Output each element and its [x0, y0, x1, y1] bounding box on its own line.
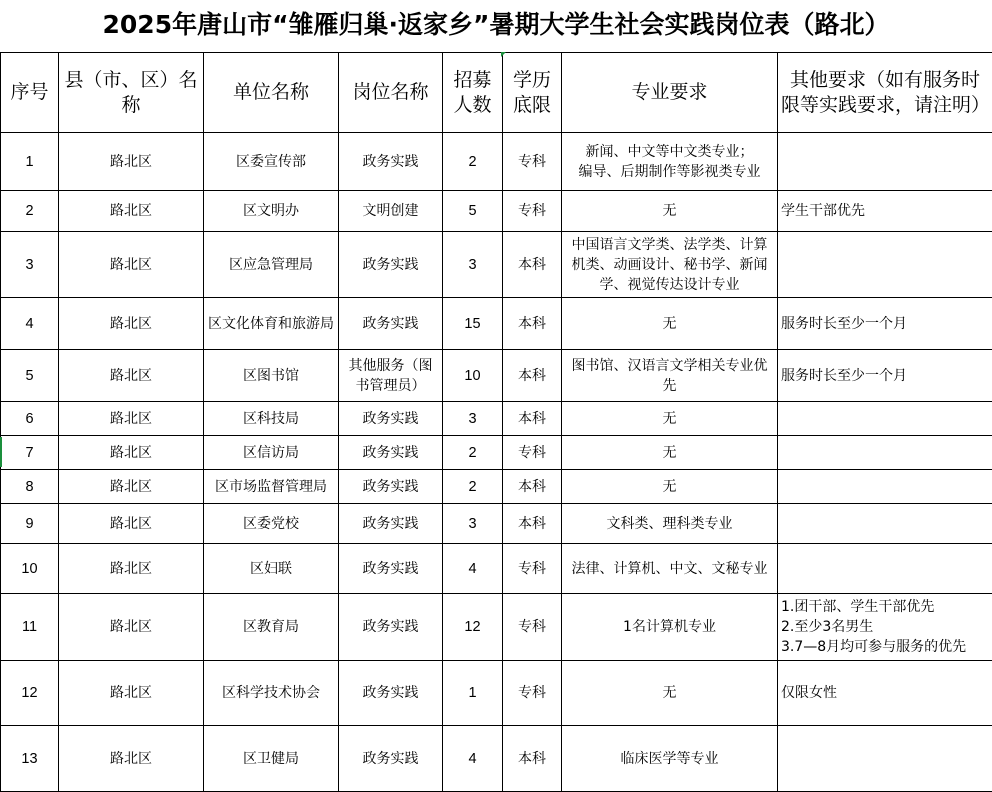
table-row	[1, 470, 992, 504]
cell-education[interactable]: 专科	[503, 594, 562, 661]
cell-major[interactable]	[562, 726, 778, 792]
cell-other[interactable]	[778, 133, 992, 191]
table-row	[1, 232, 992, 298]
cell-count[interactable]: 15	[443, 298, 503, 350]
cell-count[interactable]: 1	[443, 661, 503, 726]
cell-index[interactable]: 4	[1, 298, 59, 350]
cell-county[interactable]: 路北区	[59, 436, 204, 470]
cell-count[interactable]: 2	[443, 436, 503, 470]
cell-education[interactable]: 专科	[503, 133, 562, 191]
cell-major[interactable]	[562, 436, 778, 470]
positions-table	[0, 52, 992, 792]
sheet-title: 2025年唐山市“雏雁归巢·返家乡”暑期大学生社会实践岗位表（路北）	[0, 0, 992, 52]
other-line: 2.至少3名男生	[781, 617, 989, 637]
cell-other[interactable]	[778, 436, 992, 470]
row-selection-marker	[0, 437, 2, 467]
cell-index[interactable]: 11	[1, 594, 59, 661]
cell-county[interactable]: 路北区	[59, 726, 204, 792]
cell-count[interactable]: 3	[443, 232, 503, 298]
cell-position[interactable]: 政务实践	[339, 232, 443, 298]
table-row	[1, 298, 992, 350]
cell-major[interactable]	[562, 298, 778, 350]
cell-other[interactable]	[778, 298, 992, 350]
cell-education[interactable]: 专科	[503, 544, 562, 594]
cell-index[interactable]: 8	[1, 470, 59, 504]
cell-unit[interactable]: 区图书馆	[204, 350, 339, 402]
cell-position[interactable]: 政务实践	[339, 133, 443, 191]
cell-county[interactable]: 路北区	[59, 232, 204, 298]
major-line: 无	[566, 201, 773, 221]
cell-county[interactable]: 路北区	[59, 350, 204, 402]
cell-major[interactable]	[562, 232, 778, 298]
cell-position[interactable]: 政务实践	[339, 594, 443, 661]
cell-county[interactable]: 路北区	[59, 191, 204, 232]
cell-major[interactable]	[562, 594, 778, 661]
cell-other[interactable]	[778, 661, 992, 726]
cell-count[interactable]: 4	[443, 726, 503, 792]
cell-index[interactable]: 9	[1, 504, 59, 544]
cell-unit[interactable]: 区卫健局	[204, 726, 339, 792]
cell-other[interactable]	[778, 726, 992, 792]
cell-other[interactable]	[778, 350, 992, 402]
major-line: 无	[566, 477, 773, 497]
major-line: 文科类、理科类专业	[566, 514, 773, 534]
major-line: 法律、计算机、中文、文秘专业	[566, 559, 773, 579]
cell-unit[interactable]: 区妇联	[204, 544, 339, 594]
cell-major[interactable]	[562, 661, 778, 726]
cell-education[interactable]: 本科	[503, 402, 562, 436]
other-line: 学生干部优先	[781, 201, 989, 221]
cell-position[interactable]: 政务实践	[339, 402, 443, 436]
cell-county[interactable]: 路北区	[59, 544, 204, 594]
cell-count[interactable]: 12	[443, 594, 503, 661]
cell-position[interactable]: 政务实践	[339, 298, 443, 350]
other-line: 服务时长至少一个月	[781, 366, 989, 386]
major-line: 无	[566, 314, 773, 334]
cell-index[interactable]: 2	[1, 191, 59, 232]
cell-county[interactable]: 路北区	[59, 594, 204, 661]
cell-position[interactable]: 政务实践	[339, 544, 443, 594]
cell-index[interactable]: 7	[1, 436, 59, 470]
cell-county[interactable]: 路北区	[59, 298, 204, 350]
other-line: 1.团干部、学生干部优先	[781, 597, 989, 617]
major-line: 中国语言文学类、法学类、计算机类、动画设计、秘书学、新闻学、视觉传达设计专业	[566, 235, 773, 295]
table-row	[1, 436, 992, 470]
header-major[interactable]: 专业要求	[562, 53, 778, 133]
table-row	[1, 544, 992, 594]
major-line: 编导、后期制作等影视类专业	[566, 162, 773, 182]
header-count[interactable]: 招募人数	[443, 53, 503, 133]
cell-education[interactable]: 专科	[503, 191, 562, 232]
cell-index[interactable]: 6	[1, 402, 59, 436]
cell-count[interactable]: 4	[443, 544, 503, 594]
header-position[interactable]: 岗位名称	[339, 53, 443, 133]
cell-position[interactable]: 政务实践	[339, 726, 443, 792]
cell-education[interactable]: 本科	[503, 298, 562, 350]
cell-county[interactable]: 路北区	[59, 504, 204, 544]
cell-major[interactable]	[562, 402, 778, 436]
table-row	[1, 594, 992, 661]
cell-count[interactable]: 3	[443, 402, 503, 436]
cell-count[interactable]: 2	[443, 470, 503, 504]
cell-major[interactable]	[562, 350, 778, 402]
other-line: 3.7—8月均可参与服务的优先	[781, 637, 989, 657]
cell-education[interactable]: 专科	[503, 661, 562, 726]
table-row	[1, 402, 992, 436]
major-line: 临床医学等专业	[566, 749, 773, 769]
cell-other[interactable]	[778, 402, 992, 436]
major-line: 无	[566, 443, 773, 463]
cell-unit[interactable]: 区市场监督管理局	[204, 470, 339, 504]
cell-unit[interactable]: 区委党校	[204, 504, 339, 544]
header-education[interactable]: 学历底限	[503, 53, 562, 133]
cell-position[interactable]: 文明创建	[339, 191, 443, 232]
cell-unit[interactable]: 区委宣传部	[204, 133, 339, 191]
cell-major[interactable]	[562, 191, 778, 232]
other-line: 服务时长至少一个月	[781, 314, 989, 334]
header-unit[interactable]: 单位名称	[204, 53, 339, 133]
cell-count[interactable]: 10	[443, 350, 503, 402]
cell-index[interactable]: 13	[1, 726, 59, 792]
cell-count[interactable]: 5	[443, 191, 503, 232]
cell-major[interactable]	[562, 544, 778, 594]
cell-index[interactable]: 12	[1, 661, 59, 726]
cell-unit[interactable]: 区文明办	[204, 191, 339, 232]
table-row	[1, 133, 992, 191]
cell-index[interactable]: 5	[1, 350, 59, 402]
cell-count[interactable]: 2	[443, 133, 503, 191]
cell-county[interactable]: 路北区	[59, 133, 204, 191]
major-line: 新闻、中文等中文类专业；	[566, 142, 773, 162]
cell-other[interactable]	[778, 504, 992, 544]
cell-index[interactable]: 10	[1, 544, 59, 594]
cell-major[interactable]	[562, 504, 778, 544]
cell-unit[interactable]: 区文化体育和旅游局	[204, 298, 339, 350]
cell-position[interactable]: 政务实践	[339, 470, 443, 504]
cell-other[interactable]	[778, 470, 992, 504]
cell-unit[interactable]: 区科学技术协会	[204, 661, 339, 726]
cell-other[interactable]	[778, 544, 992, 594]
cell-position[interactable]: 政务实践	[339, 661, 443, 726]
cell-count[interactable]: 3	[443, 504, 503, 544]
cell-position[interactable]: 其他服务（图书管理员）	[339, 350, 443, 402]
header-county[interactable]: 县（市、区）名称	[59, 53, 204, 133]
cell-unit[interactable]: 区科技局	[204, 402, 339, 436]
major-line: 图书馆、汉语言文学相关专业优先	[566, 356, 773, 396]
cell-education[interactable]: 本科	[503, 350, 562, 402]
table-row	[1, 726, 992, 792]
cell-education[interactable]: 本科	[503, 470, 562, 504]
cell-index[interactable]: 1	[1, 133, 59, 191]
cell-education[interactable]: 本科	[503, 232, 562, 298]
cell-unit[interactable]: 区教育局	[204, 594, 339, 661]
cell-major[interactable]	[562, 133, 778, 191]
cell-unit[interactable]: 区信访局	[204, 436, 339, 470]
cell-other[interactable]	[778, 232, 992, 298]
table-row	[1, 504, 992, 544]
table-row	[1, 191, 992, 232]
cell-other[interactable]	[778, 594, 992, 661]
cell-position[interactable]: 政务实践	[339, 436, 443, 470]
table-row	[1, 350, 992, 402]
cell-education[interactable]: 专科	[503, 436, 562, 470]
major-line: 无	[566, 683, 773, 703]
cell-major[interactable]	[562, 470, 778, 504]
cell-county[interactable]: 路北区	[59, 661, 204, 726]
table-row	[1, 661, 992, 726]
table-body	[1, 133, 992, 792]
major-line: 1名计算机专业	[566, 617, 773, 637]
cell-education[interactable]: 本科	[503, 504, 562, 544]
cell-position[interactable]: 政务实践	[339, 504, 443, 544]
major-line: 无	[566, 409, 773, 429]
cell-county[interactable]: 路北区	[59, 402, 204, 436]
header-other[interactable]: 其他要求（如有服务时限等实践要求，请注明）	[778, 53, 992, 133]
cell-county[interactable]: 路北区	[59, 470, 204, 504]
cell-index[interactable]: 3	[1, 232, 59, 298]
header-row	[1, 53, 992, 133]
cell-unit[interactable]: 区应急管理局	[204, 232, 339, 298]
cell-marker-icon	[501, 52, 506, 57]
cell-education[interactable]: 本科	[503, 726, 562, 792]
cell-other[interactable]	[778, 191, 992, 232]
other-line: 仅限女性	[781, 683, 989, 703]
header-index[interactable]: 序号	[1, 53, 59, 133]
